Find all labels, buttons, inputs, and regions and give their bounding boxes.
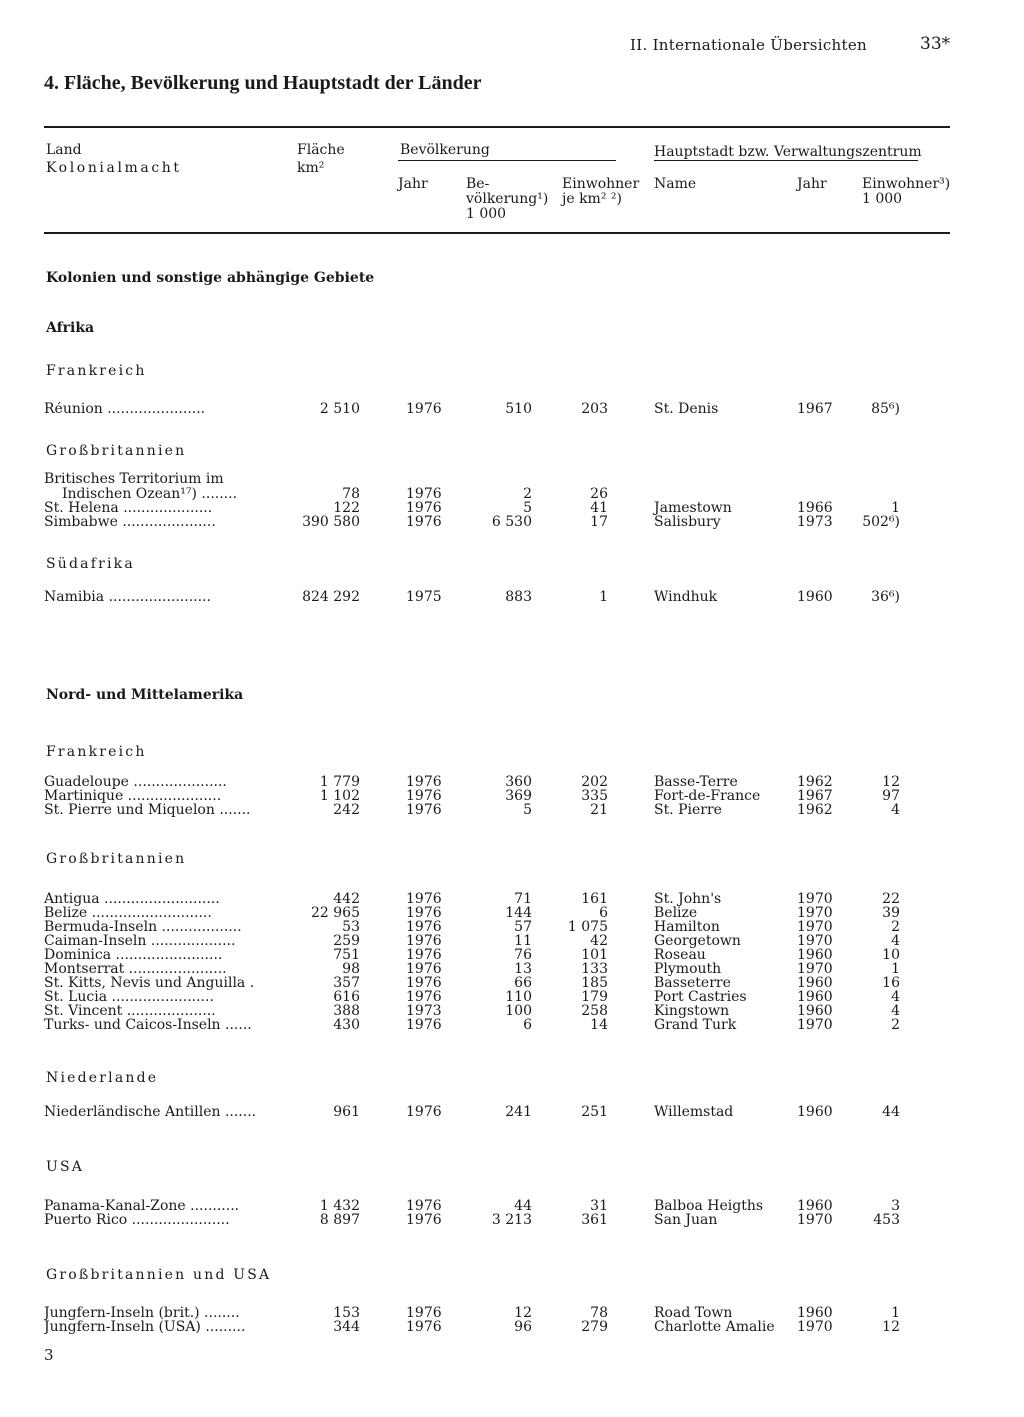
cell-hauptstadt: Charlotte Amalie (654, 1319, 775, 1335)
cell-hauptstadt: Kingstown (654, 1003, 730, 1019)
table-row (0, 920, 1024, 934)
cell-land: Montserrat ...................... (44, 962, 227, 976)
table-row (0, 487, 1024, 501)
cell-jahr: 1976 (406, 1305, 442, 1321)
cell-flaeche: 357 (333, 975, 360, 991)
cell-jahr: 1976 (406, 989, 442, 1005)
cell-hauptstadt: Basse-Terre (654, 774, 738, 790)
header-flaeche: Fläche (297, 142, 345, 158)
table-title: 4. Fläche, Bevölkerung und Hauptstadt der Länder (44, 72, 482, 94)
cell-flaeche: 961 (333, 1104, 360, 1120)
cell-einwohner: 2 (891, 919, 900, 935)
cell-hauptstadt: Georgetown (654, 933, 741, 949)
cell-bevoelkerung: 110 (505, 989, 532, 1005)
cell-flaeche: 242 (333, 802, 360, 818)
cell-flaeche: 751 (333, 947, 360, 963)
table-row (0, 892, 1024, 906)
header-dichte-2: je km² ²) (562, 191, 622, 207)
rows-gb-afrika (0, 487, 1024, 529)
section-heading: Kolonien und sonstige abhängige Gebiete (46, 270, 375, 286)
cell-dichte: 17 (590, 514, 608, 530)
cell-hauptstadt-jahr: 1967 (797, 788, 833, 804)
cell-jahr: 1976 (406, 1212, 442, 1228)
cell-einwohner: 97 (882, 788, 900, 804)
header-bev-1: Be- (466, 176, 490, 192)
rows-frankreich-amerika (0, 775, 1024, 817)
cell-flaeche: 1 779 (319, 774, 360, 790)
cell-land: Niederländische Antillen ....... (44, 1105, 257, 1119)
cell-bevoelkerung: 76 (514, 947, 532, 963)
cell-flaeche: 1 432 (319, 1198, 360, 1214)
cell-flaeche: 8 897 (319, 1212, 360, 1228)
cell-flaeche: 22 965 (311, 905, 360, 921)
cell-land: Dominica ........................ (44, 948, 223, 962)
cell-dichte: 101 (581, 947, 608, 963)
cell-bevoelkerung: 144 (505, 905, 532, 921)
cell-hauptstadt: Belize (654, 905, 698, 921)
cell-hauptstadt-jahr: 1960 (797, 1198, 833, 1214)
rows-gb-usa (0, 1306, 1024, 1334)
cell-hauptstadt-jahr: 1962 (797, 774, 833, 790)
cell-hauptstadt: St. John's (654, 891, 722, 907)
cell-bevoelkerung: 11 (514, 933, 532, 949)
header-top-rule (44, 126, 950, 128)
cell-einwohner: 453 (873, 1212, 900, 1228)
hauptstadt-rule (654, 160, 918, 161)
header-h-jahr: Jahr (797, 176, 827, 192)
table-row (0, 1105, 1024, 1119)
cell-hauptstadt-jahr: 1970 (797, 891, 833, 907)
table-row (0, 501, 1024, 515)
cell-dichte: 279 (581, 1319, 608, 1335)
table-row (0, 934, 1024, 948)
cell-einwohner: 4 (891, 989, 900, 1005)
cell-hauptstadt: St. Denis (654, 401, 719, 417)
group-niederlande: Niederlande (46, 1070, 159, 1086)
cell-bevoelkerung: 44 (514, 1198, 532, 1214)
header-jahr: Jahr (398, 176, 428, 192)
table-row (0, 789, 1024, 803)
table-row (0, 402, 1024, 416)
region-nord-mittelamerika: Nord- und Mittelamerika (46, 687, 244, 703)
cell-einwohner: 1 (891, 500, 900, 516)
cell-hauptstadt-jahr: 1960 (797, 975, 833, 991)
cell-bevoelkerung: 12 (514, 1305, 532, 1321)
cell-bevoelkerung: 57 (514, 919, 532, 935)
cell-hauptstadt-jahr: 1970 (797, 1017, 833, 1033)
cell-jahr: 1976 (406, 1017, 442, 1033)
cell-jahr: 1976 (406, 947, 442, 963)
cell-bevoelkerung: 5 (523, 802, 532, 818)
cell-flaeche: 153 (333, 1305, 360, 1321)
cell-hauptstadt: Willemstad (654, 1104, 734, 1120)
cell-bevoelkerung: 6 (523, 1017, 532, 1033)
cell-flaeche: 2 510 (319, 401, 360, 417)
cell-flaeche: 616 (333, 989, 360, 1005)
cell-hauptstadt-jahr: 1960 (797, 989, 833, 1005)
cell-bevoelkerung: 13 (514, 961, 532, 977)
cell-dichte: 179 (581, 989, 608, 1005)
cell-land: St. Vincent .................... (44, 1004, 216, 1018)
cell-jahr: 1976 (406, 774, 442, 790)
cell-land: St. Kitts, Nevis und Anguilla . (44, 976, 255, 990)
cell-flaeche: 122 (333, 500, 360, 516)
table-row (0, 1004, 1024, 1018)
cell-dichte: 6 (599, 905, 608, 921)
cell-land: Antigua .......................... (44, 892, 220, 906)
cell-jahr: 1976 (406, 1104, 442, 1120)
table-row (0, 1018, 1024, 1032)
cell-hauptstadt: Port Castries (654, 989, 747, 1005)
cell-hauptstadt-jahr: 1960 (797, 947, 833, 963)
table-row (0, 590, 1024, 604)
cell-hauptstadt-jahr: 1970 (797, 1319, 833, 1335)
cell-hauptstadt: Fort-de-France (654, 788, 761, 804)
cell-dichte: 26 (590, 486, 608, 502)
rows-reunion (0, 402, 1024, 416)
cell-jahr: 1976 (406, 788, 442, 804)
cell-land: Caiman-Inseln ................... (44, 934, 236, 948)
cell-einwohner: 10 (882, 947, 900, 963)
cell-dichte: 41 (590, 500, 608, 516)
cell-bevoelkerung: 510 (505, 401, 532, 417)
group-frankreich: Frankreich (46, 363, 147, 379)
cell-dichte: 258 (581, 1003, 608, 1019)
cell-jahr: 1973 (406, 1003, 442, 1019)
cell-jahr: 1976 (406, 919, 442, 935)
header-kolonialmacht: Kolonialmacht (46, 160, 182, 176)
cell-land: Panama-Kanal-Zone ........... (44, 1199, 240, 1213)
cell-flaeche: 344 (333, 1319, 360, 1335)
cell-bevoelkerung: 96 (514, 1319, 532, 1335)
cell-einwohner: 12 (882, 774, 900, 790)
header-einw-1: Einwohner³) (862, 176, 951, 192)
table-row (0, 962, 1024, 976)
cell-dichte: 361 (581, 1212, 608, 1228)
cell-hauptstadt-jahr: 1966 (797, 500, 833, 516)
cell-jahr: 1976 (406, 891, 442, 907)
group-suedafrika: Südafrika (46, 556, 135, 572)
cell-jahr: 1976 (406, 514, 442, 530)
header-bev-2: völkerung¹) (466, 191, 549, 207)
cell-bevoelkerung: 241 (505, 1104, 532, 1120)
cell-einwohner: 36⁶) (871, 589, 900, 605)
cell-hauptstadt-jahr: 1960 (797, 589, 833, 605)
cell-bevoelkerung: 71 (514, 891, 532, 907)
cell-hauptstadt: St. Pierre (654, 802, 722, 818)
cell-hauptstadt-jahr: 1970 (797, 961, 833, 977)
cell-land: Simbabwe ..................... (44, 515, 216, 529)
header-einw-2: 1 000 (862, 191, 903, 207)
cell-dichte: 251 (581, 1104, 608, 1120)
region-afrika: Afrika (46, 320, 95, 336)
cell-dichte: 1 (599, 589, 608, 605)
group-grossbritannien: Großbritannien (46, 443, 187, 459)
rows-gb-amerika (0, 892, 1024, 1032)
row-prefix: Britisches Territorium im (44, 471, 224, 487)
running-head: II. Internationale Übersichten (630, 36, 867, 54)
cell-hauptstadt: San Juan (654, 1212, 718, 1228)
cell-einwohner: 44 (882, 1104, 900, 1120)
cell-dichte: 161 (581, 891, 608, 907)
cell-jahr: 1976 (406, 802, 442, 818)
table-row (0, 775, 1024, 789)
cell-einwohner: 39 (882, 905, 900, 921)
cell-einwohner: 12 (882, 1319, 900, 1335)
cell-jahr: 1976 (406, 905, 442, 921)
cell-land: Puerto Rico ...................... (44, 1213, 230, 1227)
header-bev-3: 1 000 (466, 206, 507, 222)
cell-hauptstadt-jahr: 1960 (797, 1003, 833, 1019)
cell-flaeche: 53 (342, 919, 360, 935)
header-flaeche-unit: km² (297, 160, 325, 176)
cell-flaeche: 390 580 (302, 514, 360, 530)
table-row (0, 948, 1024, 962)
cell-einwohner: 502⁶) (862, 514, 900, 530)
cell-dichte: 203 (581, 401, 608, 417)
cell-einwohner: 4 (891, 933, 900, 949)
cell-hauptstadt: Balboa Heigths (654, 1198, 764, 1214)
header-bottom-rule (44, 232, 950, 234)
cell-dichte: 335 (581, 788, 608, 804)
cell-bevoelkerung: 360 (505, 774, 532, 790)
cell-land: St. Helena .................... (44, 501, 213, 515)
cell-land: Jungfern-Inseln (brit.) ........ (44, 1306, 240, 1320)
cell-hauptstadt: Basseterre (654, 975, 731, 991)
cell-einwohner: 85⁶) (871, 401, 900, 417)
cell-bevoelkerung: 66 (514, 975, 532, 991)
cell-hauptstadt-jahr: 1970 (797, 1212, 833, 1228)
cell-land: Namibia ....................... (44, 590, 211, 604)
rows-niederlande (0, 1105, 1024, 1119)
group-grossbritannien-und-usa: Großbritannien und USA (46, 1267, 272, 1283)
cell-dichte: 21 (590, 802, 608, 818)
cell-land: Jungfern-Inseln (USA) ......... (44, 1320, 246, 1334)
group-usa: USA (46, 1159, 85, 1175)
header-land: Land (46, 142, 82, 158)
cell-hauptstadt-jahr: 1960 (797, 1104, 833, 1120)
cell-hauptstadt: Windhuk (654, 589, 718, 605)
cell-land: Indischen Ozean¹⁷) ........ (62, 487, 238, 501)
cell-bevoelkerung: 2 (523, 486, 532, 502)
cell-hauptstadt: Plymouth (654, 961, 722, 977)
group-frankreich: Frankreich (46, 744, 147, 760)
bevoelkerung-rule (398, 160, 616, 161)
group-grossbritannien: Großbritannien (46, 851, 187, 867)
cell-flaeche: 259 (333, 933, 360, 949)
cell-bevoelkerung: 6 530 (491, 514, 532, 530)
cell-einwohner: 4 (891, 802, 900, 818)
table-row (0, 906, 1024, 920)
table-row (0, 1199, 1024, 1213)
table-row (0, 976, 1024, 990)
cell-dichte: 78 (590, 1305, 608, 1321)
cell-bevoelkerung: 883 (505, 589, 532, 605)
cell-land: Réunion ...................... (44, 402, 206, 416)
cell-hauptstadt-jahr: 1962 (797, 802, 833, 818)
cell-hauptstadt-jahr: 1970 (797, 933, 833, 949)
header-hauptstadt: Hauptstadt bzw. Verwaltungszentrum (654, 144, 922, 160)
cell-hauptstadt: Grand Turk (654, 1017, 737, 1033)
cell-hauptstadt-jahr: 1960 (797, 1305, 833, 1321)
footer-number: 3 (44, 1346, 54, 1364)
cell-land: Belize ........................... (44, 906, 212, 920)
cell-land: Martinique ..................... (44, 789, 222, 803)
header-bevoelkerung: Bevölkerung (400, 142, 490, 158)
table-row (0, 1306, 1024, 1320)
cell-dichte: 185 (581, 975, 608, 991)
cell-dichte: 31 (590, 1198, 608, 1214)
cell-hauptstadt-jahr: 1967 (797, 401, 833, 417)
table-row (0, 990, 1024, 1004)
cell-einwohner: 2 (891, 1017, 900, 1033)
header-dichte-1: Einwohner (562, 176, 640, 192)
cell-jahr: 1976 (406, 961, 442, 977)
cell-hauptstadt: Salisbury (654, 514, 721, 530)
cell-bevoelkerung: 5 (523, 500, 532, 516)
cell-land: St. Pierre und Miquelon ....... (44, 803, 251, 817)
cell-flaeche: 824 292 (302, 589, 360, 605)
table-row (0, 803, 1024, 817)
cell-flaeche: 1 102 (319, 788, 360, 804)
cell-jahr: 1976 (406, 975, 442, 991)
cell-dichte: 42 (590, 933, 608, 949)
cell-jahr: 1976 (406, 500, 442, 516)
cell-einwohner: 22 (882, 891, 900, 907)
cell-einwohner: 1 (891, 961, 900, 977)
cell-dichte: 1 075 (567, 919, 608, 935)
cell-einwohner: 4 (891, 1003, 900, 1019)
cell-bevoelkerung: 369 (505, 788, 532, 804)
cell-jahr: 1976 (406, 401, 442, 417)
cell-hauptstadt-jahr: 1973 (797, 514, 833, 530)
cell-hauptstadt: Jamestown (654, 500, 732, 516)
cell-land: Bermuda-Inseln .................. (44, 920, 242, 934)
cell-dichte: 133 (581, 961, 608, 977)
cell-jahr: 1975 (406, 589, 442, 605)
rows-suedafrika (0, 590, 1024, 604)
cell-flaeche: 430 (333, 1017, 360, 1033)
cell-land: St. Lucia ....................... (44, 990, 214, 1004)
page-number: 33* (920, 34, 951, 54)
table-row (0, 515, 1024, 529)
cell-hauptstadt: Roseau (654, 947, 706, 963)
cell-dichte: 14 (590, 1017, 608, 1033)
header-name: Name (654, 176, 697, 192)
cell-flaeche: 98 (342, 961, 360, 977)
cell-dichte: 202 (581, 774, 608, 790)
cell-jahr: 1976 (406, 1198, 442, 1214)
cell-land: Guadeloupe ..................... (44, 775, 227, 789)
cell-einwohner: 16 (882, 975, 900, 991)
cell-hauptstadt: Hamilton (654, 919, 720, 935)
cell-jahr: 1976 (406, 933, 442, 949)
rows-usa (0, 1199, 1024, 1227)
cell-hauptstadt: Road Town (654, 1305, 733, 1321)
cell-einwohner: 1 (891, 1305, 900, 1321)
cell-bevoelkerung: 3 213 (491, 1212, 532, 1228)
cell-einwohner: 3 (891, 1198, 900, 1214)
cell-jahr: 1976 (406, 1319, 442, 1335)
cell-flaeche: 442 (333, 891, 360, 907)
cell-hauptstadt-jahr: 1970 (797, 919, 833, 935)
cell-flaeche: 388 (333, 1003, 360, 1019)
table-row (0, 1213, 1024, 1227)
cell-land: Turks- und Caicos-Inseln ...... (44, 1018, 252, 1032)
cell-jahr: 1976 (406, 486, 442, 502)
table-row (0, 1320, 1024, 1334)
cell-bevoelkerung: 100 (505, 1003, 532, 1019)
cell-flaeche: 78 (342, 486, 360, 502)
cell-hauptstadt-jahr: 1970 (797, 905, 833, 921)
